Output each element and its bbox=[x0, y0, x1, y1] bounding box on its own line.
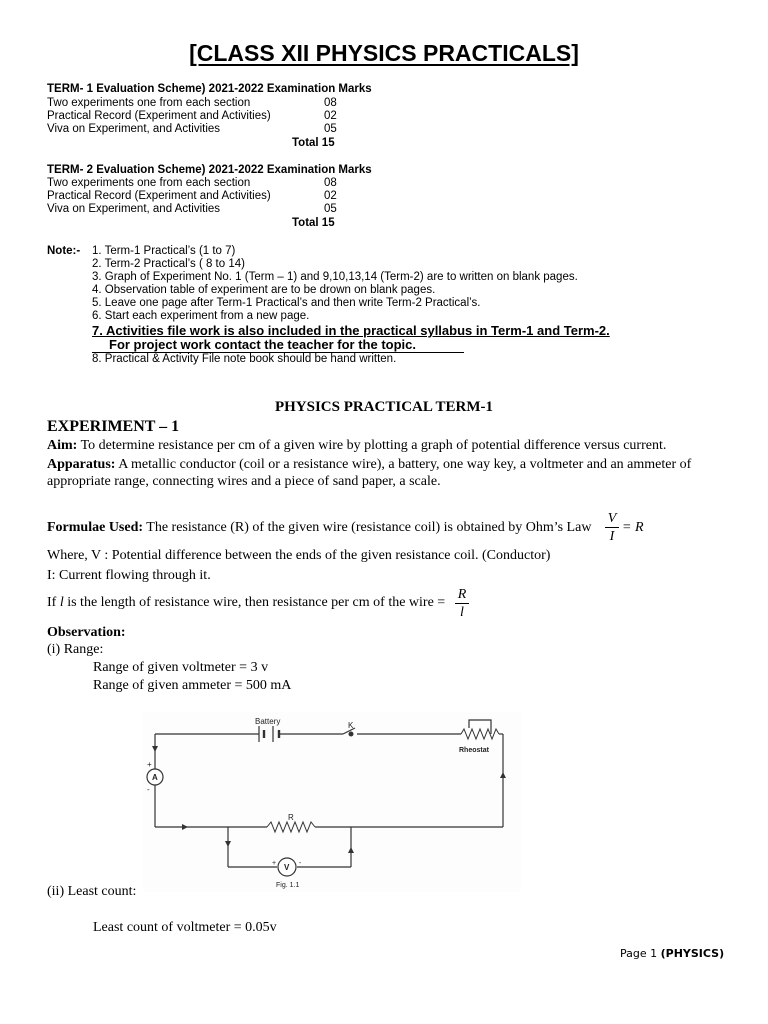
ammeter-plus: + bbox=[147, 760, 152, 769]
term2-heading: TERM- 2 Evaluation Scheme) 2021-2022 Examination Marks bbox=[47, 164, 372, 176]
page-subject: (PHYSICS) bbox=[660, 947, 725, 960]
length-line-pre: If bbox=[47, 595, 60, 610]
note-item: 2. Term-2 Practical’s ( 8 to 14) bbox=[92, 258, 245, 270]
note-label: Note:- bbox=[47, 245, 81, 257]
term2-row-label: Viva on Experiment, and Activities bbox=[47, 203, 221, 215]
voltmeter-minus: - bbox=[299, 860, 302, 867]
current-line: I: Current flowing through it. bbox=[47, 568, 211, 583]
battery-label: Battery bbox=[255, 717, 281, 726]
term2-row-label: Practical Record (Experiment and Activities) bbox=[47, 190, 271, 202]
note-item-highlight: 7. Activities file work is also included in the practical syllabus in Term-1 and Term-2. bbox=[92, 323, 610, 338]
ammeter-range: Range of given ammeter = 500 mA bbox=[93, 678, 292, 693]
term1-row-label: Two experiments one from each section bbox=[47, 97, 251, 109]
note-item: 5. Leave one page after Term-1 Practical’s and then write Term-2 Practical’s. bbox=[92, 297, 481, 309]
term2-row-marks: 02 bbox=[324, 190, 337, 202]
note-item: 4. Observation table of experiment are to be drown on blank pages. bbox=[92, 284, 436, 296]
aim-line bbox=[47, 438, 666, 454]
where-line: Where, V : Potential difference between the ends of the given resistance coil. (Conductor) bbox=[47, 548, 551, 563]
range-label: (i) Range: bbox=[47, 642, 104, 657]
voltmeter-range: Range of given voltmeter = 3 v bbox=[93, 660, 269, 675]
term1-row-marks: 08 bbox=[324, 97, 337, 109]
key-terminal bbox=[349, 732, 354, 737]
term2-total: Total 15 bbox=[292, 217, 335, 229]
term2-row-marks: 05 bbox=[324, 203, 337, 215]
fraction-numerator: R bbox=[455, 586, 469, 604]
circuit-diagram bbox=[143, 712, 521, 892]
rheostat-label: Rheostat bbox=[459, 747, 489, 754]
term1-row-label: Practical Record (Experiment and Activities) bbox=[47, 110, 271, 122]
note-item-highlight: For project work contact the teacher for the topic. bbox=[92, 337, 464, 353]
note-item: 1. Term-1 Practical’s (1 to 7) bbox=[92, 245, 236, 257]
least-count-label: (ii) Least count: bbox=[47, 884, 137, 899]
apparatus-line bbox=[47, 457, 691, 473]
observation-label: Observation: bbox=[47, 625, 126, 640]
term1-heading: TERM- 1 Evaluation Scheme) 2021-2022 Examination Marks bbox=[47, 83, 372, 95]
aim-label: Aim: bbox=[47, 438, 78, 453]
page-footer bbox=[620, 947, 724, 960]
note-item: 6. Start each experiment from a new page. bbox=[92, 310, 310, 322]
note-item: 3. Graph of Experiment No. 1 (Term – 1) and 9,10,13,14 (Term-2) are to written on blank pages. bbox=[92, 271, 578, 283]
page-title: [CLASS XII PHYSICS PRACTICALS] bbox=[189, 40, 579, 66]
resistance-per-cm-fraction bbox=[455, 586, 469, 621]
experiment-heading: EXPERIMENT – 1 bbox=[47, 418, 180, 435]
formula-rhs: = R bbox=[622, 520, 644, 535]
length-line-post: is the length of resistance wire, then resistance per cm of the wire = bbox=[63, 595, 446, 610]
apparatus-text: A metallic conductor (coil or a resistance wire), a battery, one way key, a voltmeter and an ammeter of bbox=[115, 457, 692, 472]
term1-row-marks: 05 bbox=[324, 123, 337, 135]
fraction-denominator: I bbox=[609, 529, 615, 544]
least-count-voltmeter: Least count of voltmeter = 0.05v bbox=[93, 920, 277, 935]
voltmeter-label: V bbox=[284, 863, 290, 872]
term1-row-marks: 02 bbox=[324, 110, 337, 122]
page-number: Page 1 bbox=[620, 947, 658, 960]
term1-row-label: Viva on Experiment, and Activities bbox=[47, 123, 221, 135]
aim-text: To determine resistance per cm of a given wire by plotting a graph of potential difference versus current. bbox=[77, 438, 667, 453]
formula-text: The resistance (R) of the given wire (resistance coil) is obtained by Ohm’s Law bbox=[143, 520, 592, 535]
figure-caption: Fig. 1.1 bbox=[276, 882, 300, 889]
note-item: 8. Practical & Activity File note book should be hand written. bbox=[92, 353, 397, 365]
fraction-denominator: l bbox=[460, 605, 464, 620]
ammeter-minus: - bbox=[147, 785, 150, 794]
length-var: l bbox=[59, 595, 64, 610]
length-line bbox=[47, 595, 445, 611]
resistor-label: R bbox=[288, 813, 294, 822]
apparatus-text-cont: appropriate range, connecting wires and a piece of sand paper, a scale. bbox=[47, 474, 441, 489]
fraction-numerator: V bbox=[605, 510, 619, 528]
section-title: PHYSICS PRACTICAL TERM-1 bbox=[274, 399, 494, 415]
term2-row-label: Two experiments one from each section bbox=[47, 177, 251, 189]
ammeter-label: A bbox=[152, 773, 158, 782]
formula-line bbox=[47, 520, 591, 536]
apparatus-label: Apparatus: bbox=[47, 457, 116, 472]
key-label: K bbox=[348, 721, 354, 730]
term1-total: Total 15 bbox=[292, 137, 335, 149]
voltmeter-plus: + bbox=[272, 860, 277, 867]
formula-label: Formulae Used: bbox=[47, 520, 144, 535]
ohms-law-fraction bbox=[605, 510, 619, 545]
term2-row-marks: 08 bbox=[324, 177, 337, 189]
